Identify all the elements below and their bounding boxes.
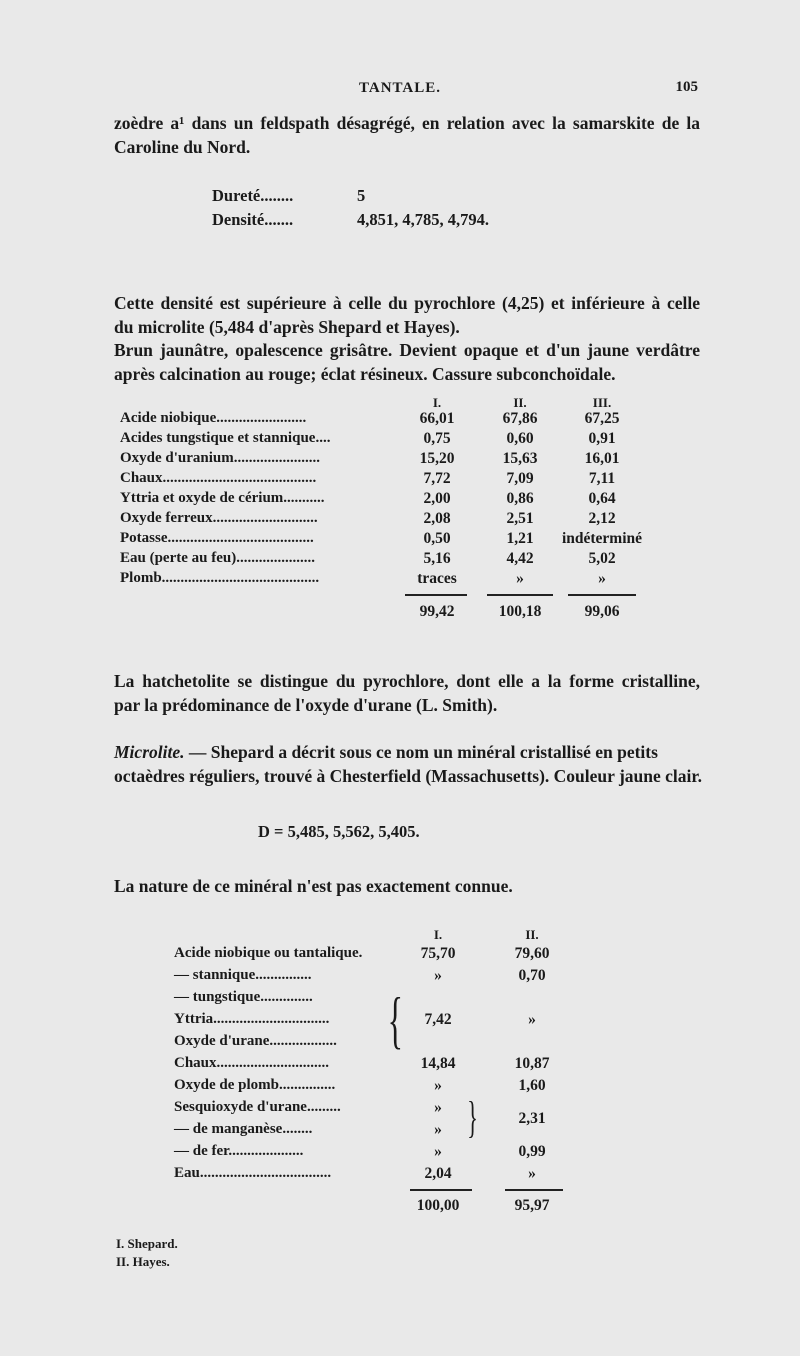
table1-cell: 4,42 — [506, 550, 534, 567]
table1-row-label: Potasse....................................... — [120, 530, 314, 546]
table1-cell: 7,11 — [588, 470, 616, 487]
density-label: Densité....... — [212, 210, 294, 229]
table2-cell: » — [434, 1121, 442, 1138]
table1-sum-rule — [405, 594, 467, 596]
density-formula: D = 5,485, 5,562, 5,405. — [258, 822, 420, 841]
table2-cell: 14,84 — [420, 1055, 456, 1072]
table2-cell: 2,04 — [424, 1165, 452, 1182]
table2-cell: 7,42 — [424, 1011, 452, 1028]
table2-cell: » — [434, 967, 442, 984]
microlite-line-2: octaèdres réguliers, trouvé à Chesterfield (Massachusetts). Couleur jaune clair. — [114, 765, 702, 786]
table1-cell: 67,25 — [584, 410, 620, 427]
table1-cell: 0,86 — [506, 490, 534, 507]
density-line-3: Brun jaunâtre, opalescence grisâtre. Devient opaque et d'un jaune verdâtre — [114, 340, 700, 360]
table2-sum-rule — [410, 1189, 472, 1191]
table1-cell: 0,50 — [423, 530, 451, 547]
microlite-line-1 — [114, 741, 700, 765]
footnote: I. Shepard. — [116, 1236, 178, 1251]
table1-cell: 7,09 — [506, 470, 534, 487]
table2-row-label: Yttria............................... — [174, 1011, 330, 1027]
table1-cell: 0,91 — [588, 430, 616, 447]
table1-row-label: Acides tungstique et stannique.... — [120, 430, 331, 446]
table2-row-label: Oxyde de plomb............... — [174, 1077, 336, 1093]
table2-cell: 2,31 — [518, 1110, 546, 1127]
table2-cell: 79,60 — [514, 945, 550, 962]
table2-sum-rule — [505, 1189, 563, 1191]
table1-cell: 0,64 — [588, 490, 616, 507]
table1-total: 99,42 — [419, 603, 455, 620]
brace-icon: } — [467, 1093, 478, 1142]
table2-cell: 75,70 — [420, 945, 456, 962]
table1-cell: 67,86 — [502, 410, 538, 427]
table2-row-label: Oxyde d'urane.................. — [174, 1033, 337, 1049]
table1-cell: 15,20 — [419, 450, 455, 467]
table1-col-header-2: II. — [513, 395, 527, 410]
table1-cell: 1,21 — [506, 530, 534, 547]
table2-total: 100,00 — [416, 1197, 460, 1214]
table1-col-header-3: III. — [592, 395, 612, 410]
microlite-paragraph — [114, 741, 700, 788]
table2-cell: » — [434, 1099, 442, 1116]
footnote: II. Hayes. — [116, 1254, 170, 1269]
table2-row-label: — de manganèse........ — [174, 1121, 313, 1137]
page-number: 105 — [675, 79, 698, 95]
intro-line-1: zoèdre a¹ dans un feldspath désagrégé, en relation avec la samarskite de la — [114, 113, 700, 133]
table2-row-label: — tungstique.............. — [174, 989, 313, 1005]
table1-cell: 0,75 — [423, 430, 451, 447]
table1-total: 99,06 — [584, 603, 620, 620]
table2-cell: » — [434, 1077, 442, 1094]
table2-cell: » — [528, 1011, 536, 1028]
density-value: 4,851, 4,785, 4,794. — [357, 210, 489, 229]
table1-col-header-1: I. — [432, 395, 442, 410]
hardness-label: Dureté........ — [212, 186, 294, 205]
table1-sum-rule — [568, 594, 636, 596]
table1-cell: » — [516, 570, 524, 587]
table2-cell: 0,99 — [518, 1143, 546, 1160]
hatchetolite-line-2: par la prédominance de l'oxyde d'urane (L. Smith). — [114, 694, 498, 715]
table2-total: 95,97 — [514, 1197, 550, 1214]
table1-cell: 7,72 — [423, 470, 451, 487]
table1-cell: indéterminé — [561, 530, 643, 547]
table1-cell: 2,00 — [423, 490, 451, 507]
table2-cell: 10,87 — [514, 1055, 550, 1072]
table1-cell: » — [598, 570, 606, 587]
table2-row-label: Chaux.............................. — [174, 1055, 330, 1071]
table1-row-label: Plomb.......................................... — [120, 570, 320, 586]
table1-cell: 66,01 — [419, 410, 455, 427]
table1-cell: 2,08 — [423, 510, 451, 527]
table1-cell: 16,01 — [584, 450, 620, 467]
table2-cell: » — [528, 1165, 536, 1182]
table1-cell: 0,60 — [506, 430, 534, 447]
table2-row-label: Eau................................... — [174, 1165, 332, 1181]
hatchetolite-paragraph — [114, 670, 700, 717]
table1-row-label: Acide niobique........................ — [120, 410, 307, 426]
density-paragraph — [114, 292, 700, 386]
microlite-line-1-rest: — Shepard a décrit sous ce nom un minéral cristallisé en petits — [184, 742, 658, 762]
table1-row-label: Eau (perte au feu)..................... — [120, 550, 315, 566]
table1-row-label: Chaux......................................... — [120, 470, 317, 486]
table1-row-label: Yttria et oxyde de cérium........... — [120, 490, 325, 506]
table2-row-label: — de fer.................... — [174, 1143, 304, 1159]
running-title: TANTALE. — [358, 80, 442, 96]
table1-cell: 15,63 — [502, 450, 538, 467]
table1-sum-rule — [487, 594, 553, 596]
nature-paragraph: La nature de ce minéral n'est pas exactement connue. — [114, 876, 513, 896]
table2-col-header-1: I. — [433, 927, 443, 942]
table2-row-label: — stannique............... — [174, 967, 312, 983]
microlite-title: Microlite. — [114, 742, 185, 762]
hardness-value: 5 — [357, 186, 366, 205]
table2-col-header-2: II. — [525, 927, 539, 942]
brace-icon: { — [387, 984, 404, 1055]
intro-paragraph — [114, 112, 700, 159]
density-line-1: Cette densité est supérieure à celle du pyrochlore (4,25) et inférieure à celle — [114, 293, 700, 313]
table2-cell: » — [434, 1143, 442, 1160]
table2-row-label: Acide niobique ou tantalique. — [174, 945, 363, 961]
density-line-4: après calcination au rouge; éclat résineux. Cassure subconchoïdale. — [114, 363, 616, 384]
table1-cell: 5,02 — [588, 550, 616, 567]
table1-row-label: Oxyde d'uranium....................... — [120, 450, 321, 466]
table1-cell: 5,16 — [423, 550, 451, 567]
density-line-2: du microlite (5,484 d'après Shepard et Hayes). — [114, 316, 460, 337]
hatchetolite-line-1: La hatchetolite se distingue du pyrochlore, dont elle a la forme cristalline, — [114, 671, 700, 691]
table2-cell: 0,70 — [518, 967, 546, 984]
table2-cell: 1,60 — [518, 1077, 546, 1094]
table1-cell: 2,12 — [588, 510, 616, 527]
table1-cell: 2,51 — [506, 510, 534, 527]
intro-line-2: Caroline du Nord. — [114, 136, 251, 157]
table1-total: 100,18 — [498, 603, 542, 620]
table1-row-label: Oxyde ferreux............................ — [120, 510, 318, 526]
table2-row-label: Sesquioxyde d'urane......... — [174, 1099, 341, 1115]
table1-cell: traces — [417, 570, 457, 587]
